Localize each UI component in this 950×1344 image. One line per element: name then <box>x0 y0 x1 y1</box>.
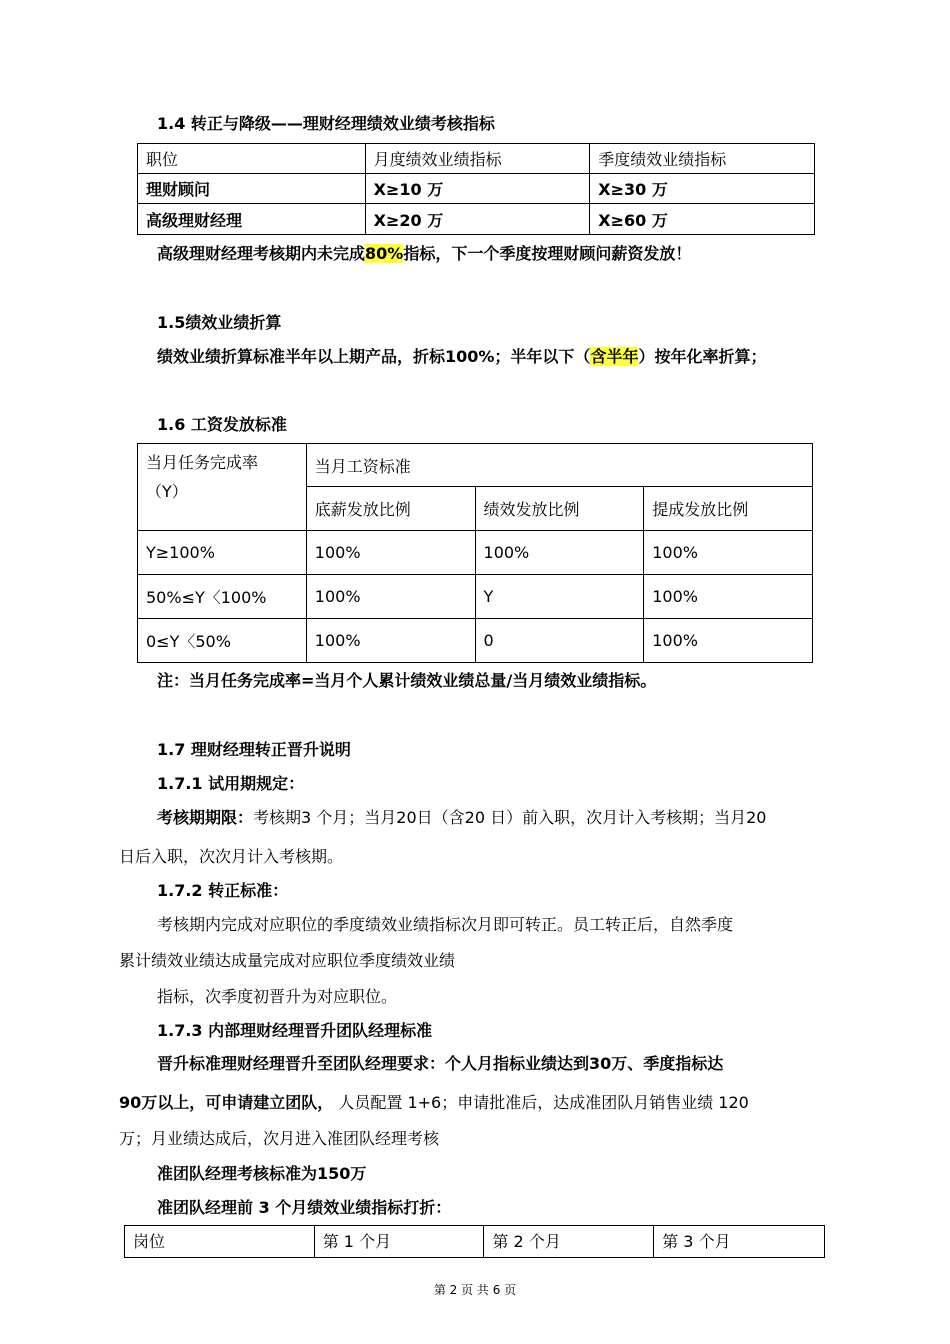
position-target-table <box>137 143 815 235</box>
table-header-cell: 第 1 个月 <box>314 1226 484 1258</box>
probation-period-line: 考核期期限：考核期3 个月；当月20日（含20 日）前入职，次月计入考核期；当月20 <box>157 808 767 827</box>
table-cell: Y≥100% <box>138 531 307 575</box>
table-cell: 100% <box>306 531 475 575</box>
table-header-cell: 提成发放比例 <box>644 487 813 531</box>
quasi-team-discount-heading: 准团队经理前 3 个月绩效业绩指标打折： <box>157 1198 452 1217</box>
table-header-cell: 月度绩效业绩指标 <box>365 144 590 174</box>
table-cell: 100% <box>306 619 475 663</box>
highlight-half-year: 含半年 <box>590 347 639 366</box>
table-cell: 高级理财经理 <box>138 204 366 235</box>
table-cell: 50%≤Y〈100% <box>138 575 307 619</box>
section-1-7-1-heading: 1.7.1 试用期规定： <box>157 774 305 793</box>
quasi-team-standard: 准团队经理考核标准为150万 <box>157 1164 367 1183</box>
quasi-team-discount-table <box>124 1225 825 1258</box>
table-header-row <box>138 444 813 487</box>
section-1-7-heading: 1.7 理财经理转正晋升说明 <box>157 740 351 759</box>
table-cell: X≥10 万 <box>365 174 590 204</box>
table-cell: 100% <box>306 575 475 619</box>
table-cell: X≥60 万 <box>590 204 815 235</box>
table-cell: 0≤Y〈50% <box>138 619 307 663</box>
promotion-standard-line-3: 万；月业绩达成后，次月进入准团队经理考核 <box>119 1129 440 1148</box>
table-row <box>138 619 813 663</box>
table-cell: X≥20 万 <box>365 204 590 235</box>
section-1-5-heading: 1.5绩效业绩折算 <box>157 313 282 332</box>
table-header-cell: 岗位 <box>125 1226 315 1258</box>
salary-note: 注：当月任务完成率=当月个人累计绩效业绩总量/当月绩效业绩指标。 <box>157 671 657 690</box>
page-footer: 第 2 页 共 6 页 <box>433 1283 517 1297</box>
probation-period-line-2: 日后入职，次次月计入考核期。 <box>119 847 344 866</box>
table-row <box>138 204 815 235</box>
table-cell: 100% <box>644 619 813 663</box>
table-header-cell: 第 2 个月 <box>484 1226 654 1258</box>
promotion-standard-line-2: 90万以上，可申请建立团队， 人员配置 1+6；申请批准后，达成准团队月销售业绩 120 <box>119 1093 749 1112</box>
table-cell: 100% <box>644 575 813 619</box>
rate-header-cell: 当月任务完成率 （Y） <box>138 444 307 531</box>
table-cell: 100% <box>475 531 644 575</box>
table-cell: 100% <box>644 531 813 575</box>
table-header-row <box>125 1226 825 1258</box>
table-cell: Y <box>475 575 644 619</box>
demotion-note: 高级理财经理考核期内未完成80%指标，下一个季度按理财顾问薪资发放！ <box>157 244 692 263</box>
table-row <box>138 531 813 575</box>
regularization-text-1: 考核期内完成对应职位的季度绩效业绩指标次月即可转正。员工转正后，自然季度 <box>157 915 734 934</box>
table-header-cell: 绩效发放比例 <box>475 487 644 531</box>
table-header-cell: 第 3 个月 <box>654 1226 825 1258</box>
table-row <box>138 575 813 619</box>
table-header-cell: 职位 <box>138 144 366 174</box>
table-cell: 0 <box>475 619 644 663</box>
highlight-80-percent: 80% <box>365 244 404 263</box>
section-1-7-2-heading: 1.7.2 转正标准： <box>157 881 289 900</box>
regularization-text-2: 累计绩效业绩达成量完成对应职位季度绩效业绩 <box>119 951 456 970</box>
table-header-cell: 季度绩效业绩指标 <box>590 144 815 174</box>
regularization-text-3: 指标，次季度初晋升为对应职位。 <box>157 987 398 1006</box>
salary-standard-header: 当月工资标准 <box>306 444 812 487</box>
section-1-6-heading: 1.6 工资发放标准 <box>157 415 287 434</box>
salary-standard-table <box>137 443 813 663</box>
table-cell: X≥30 万 <box>590 174 815 204</box>
promotion-standard-line-1: 晋升标准理财经理晋升至团队经理要求：个人月指标业绩达到30万、季度指标达 <box>157 1054 724 1073</box>
section-1-7-3-heading: 1.7.3 内部理财经理晋升团队经理标准 <box>157 1021 433 1040</box>
section-1-4-heading: 1.4 转正与降级——理财经理绩效业绩考核指标 <box>157 114 495 133</box>
table-cell: 理财顾问 <box>138 174 366 204</box>
table-header-row <box>138 144 815 174</box>
conversion-rule: 绩效业绩折算标准半年以上期产品，折标100%；半年以下（含半年）按年化率折算； <box>157 347 767 366</box>
table-header-cell: 底薪发放比例 <box>306 487 475 531</box>
table-row <box>138 174 815 204</box>
